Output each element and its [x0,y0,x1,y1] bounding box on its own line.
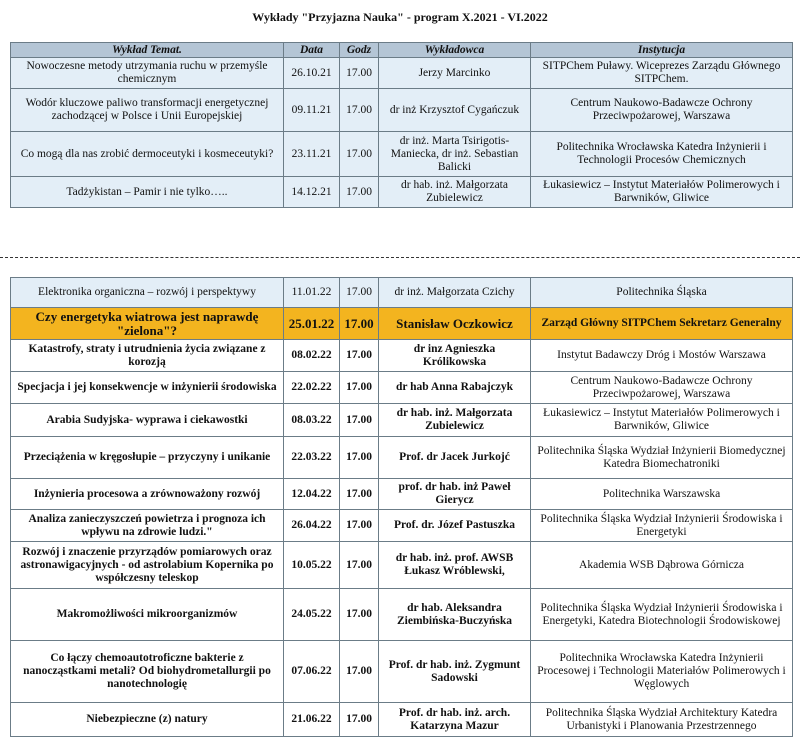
lecture-institution: Politechnika Wrocławska Katedra Inżynierii Procesowej i Technologii Materiałów Polimerowych i Węglowych [531,641,793,703]
lecture-time: 17.00 [340,58,379,89]
lecture-time: 17.00 [340,177,379,208]
lecture-topic: Specjacja i jej konsekwencje w inżynierii środowiska [11,372,284,404]
lecture-date: 24.05.22 [284,589,340,641]
lecture-institution: Politechnika Wrocławska Katedra Inżynierii i Technologii Procesów Chemicznych [531,132,793,177]
header-date: Data [284,43,340,58]
table-row [11,437,793,479]
lecture-time: 17.00 [340,641,379,703]
table-row [11,278,793,308]
lecture-institution: Łukasiewicz – Instytut Materiałów Polimerowych i Barwników, Gliwice [531,404,793,437]
lecture-topic: Rozwój i znaczenie przyrządów pomiarowych oraz astronawigacyjnych - od astrolabium Kopernika po współczesny teleskop [11,542,284,589]
lecture-time: 17.00 [340,308,379,340]
lecture-lecturer: dr inż. Marta Tsirigotis-Maniecka, dr inż. Sebastian Balicki [379,132,531,177]
lecture-time: 17.00 [340,589,379,641]
table-row [11,340,793,372]
lecture-topic: Arabia Sudyjska- wyprawa i ciekawostki [11,404,284,437]
table-row [11,177,793,208]
lecture-time: 17.00 [340,437,379,479]
lecture-time: 17.00 [340,404,379,437]
lecture-time: 17.00 [340,542,379,589]
lecture-time: 17.00 [340,89,379,132]
table-row [11,404,793,437]
lecture-topic: Co łączy chemoautotroficzne bakterie z nanocząstkami metali? Od biohydrometallurgii po nanotechnologię [11,641,284,703]
lecture-lecturer: dr inż. Małgorzata Czichy [379,278,531,308]
lecture-lecturer: dr hab. Aleksandra Ziembińska-Buczyńska [379,589,531,641]
lecture-topic: Co mogą dla nas zrobić dermoceutyki i kosmeceutyki? [11,132,284,177]
lecture-date: 22.02.22 [284,372,340,404]
lecture-institution: Politechnika Warszawska [531,479,793,510]
lecture-date: 08.03.22 [284,404,340,437]
lecture-lecturer: dr hab. inż. Małgorzata Zubielewicz [379,404,531,437]
lecture-institution: Politechnika Śląska Wydział Inżynierii Środowiska i Energetyki, Katedra Biotechnologii Środowiskowej [531,589,793,641]
lecture-lecturer: prof. dr hab. inż Paweł Gierycz [379,479,531,510]
lecture-lecturer: dr inz Agnieszka Królikowska [379,340,531,372]
table-row [11,58,793,89]
lectures-table-2021 [10,42,793,208]
table-row [11,641,793,703]
lecture-topic: Nowoczesne metody utrzymania ruchu w przemyśle chemicznym [11,58,284,89]
table-row-highlighted [11,308,793,340]
section-divider [0,257,800,258]
table-header-row [11,43,793,58]
lecture-date: 23.11.21 [284,132,340,177]
header-institution: Instytucja [531,43,793,58]
lecture-institution: Centrum Naukowo-Badawcze Ochrony Przeciwpożarowej, Warszawa [531,372,793,404]
lecture-time: 17.00 [340,278,379,308]
lecture-topic: Inżynieria procesowa a zrównoważony rozwój [11,479,284,510]
lecture-topic: Niebezpieczne (z) natury [11,703,284,737]
page-title: Wykłady "Przyjazna Nauka" - program X.2021 - VI.2022 [252,10,548,24]
lecture-topic: Katastrofy, straty i utrudnienia życia związane z korozją [11,340,284,372]
lecture-date: 26.10.21 [284,58,340,89]
lecture-lecturer: dr inż Krzysztof Cygańczuk [379,89,531,132]
lecture-date: 26.04.22 [284,510,340,542]
lecture-lecturer: dr hab. inż. Małgorzata Zubielewicz [379,177,531,208]
header-topic: Wykład Temat. [11,43,284,58]
lecture-topic: Makromożliwości mikroorganizmów [11,589,284,641]
lecture-topic: Wodór kluczowe paliwo transformacji energetycznej zachodzącej w Polsce i Unii Europejskiej [11,89,284,132]
lecture-date: 21.06.22 [284,703,340,737]
lecture-time: 17.00 [340,703,379,737]
lecture-date: 25.01.22 [284,308,340,340]
lecture-institution: Politechnika Śląska Wydział Inżynierii Środowiska i Energetyki [531,510,793,542]
lecture-topic: Przeciążenia w kręgosłupie – przyczyny i unikanie [11,437,284,479]
lecture-time: 17.00 [340,372,379,404]
lecture-time: 17.00 [340,510,379,542]
lecture-lecturer: Prof. dr Jacek Jurkojć [379,437,531,479]
lecture-date: 07.06.22 [284,641,340,703]
lecture-date: 22.03.22 [284,437,340,479]
table-row [11,703,793,737]
lecture-institution: Akademia WSB Dąbrowa Górnicza [531,542,793,589]
table-row [11,510,793,542]
header-lecturer: Wykładowca [379,43,531,58]
lecture-topic: Tadżykistan – Pamir i nie tylko….. [11,177,284,208]
lecture-lecturer: dr hab Anna Rabajczyk [379,372,531,404]
lecture-institution: Politechnika Śląska Wydział Architektury Katedra Urbanistyki i Planowania Przestrzennego [531,703,793,737]
lecture-date: 09.11.21 [284,89,340,132]
lecture-institution: Politechnika Śląska [531,278,793,308]
lecture-institution: Centrum Naukowo-Badawcze Ochrony Przeciwpożarowej, Warszawa [531,89,793,132]
lecture-institution: Łukasiewicz – Instytut Materiałów Polimerowych i Barwników, Gliwice [531,177,793,208]
lecture-time: 17.00 [340,132,379,177]
table-row [11,589,793,641]
lecture-topic: Analiza zanieczyszczeń powietrza i prognoza ich wpływu na zdrowie ludzi." [11,510,284,542]
lecture-topic: Elektronika organiczna – rozwój i perspektywy [11,278,284,308]
lecture-lecturer: Stanisław Oczkowicz [379,308,531,340]
lecture-date: 08.02.22 [284,340,340,372]
lecture-institution: Zarząd Główny SITPChem Sekretarz Generalny [531,308,793,340]
table-row [11,89,793,132]
lecture-date: 12.04.22 [284,479,340,510]
lecture-lecturer: Prof. dr. Józef Pastuszka [379,510,531,542]
lectures-table-2022 [10,277,793,737]
lecture-institution: Politechnika Śląska Wydział Inżynierii Biomedycznej Katedra Biomechatroniki [531,437,793,479]
lecture-lecturer: dr hab. inż. prof. AWSB Łukasz Wróblewski, [379,542,531,589]
lecture-institution: SITPChem Puławy. Wiceprezes Zarządu Głównego SITPChem. [531,58,793,89]
lecture-date: 14.12.21 [284,177,340,208]
table-row [11,542,793,589]
table-row [11,132,793,177]
lecture-time: 17.00 [340,340,379,372]
lecture-institution: Instytut Badawczy Dróg i Mostów Warszawa [531,340,793,372]
lecture-time: 17.00 [340,479,379,510]
table-row [11,372,793,404]
lecture-lecturer: Prof. dr hab. inż. arch. Katarzyna Mazur [379,703,531,737]
lecture-date: 11.01.22 [284,278,340,308]
lecture-lecturer: Prof. dr hab. inż. Zygmunt Sadowski [379,641,531,703]
lecture-lecturer: Jerzy Marcinko [379,58,531,89]
header-time: Godz [340,43,379,58]
lecture-date: 10.05.22 [284,542,340,589]
table-row [11,479,793,510]
lecture-topic: Czy energetyka wiatrowa jest naprawdę "zielona"? [11,308,284,340]
